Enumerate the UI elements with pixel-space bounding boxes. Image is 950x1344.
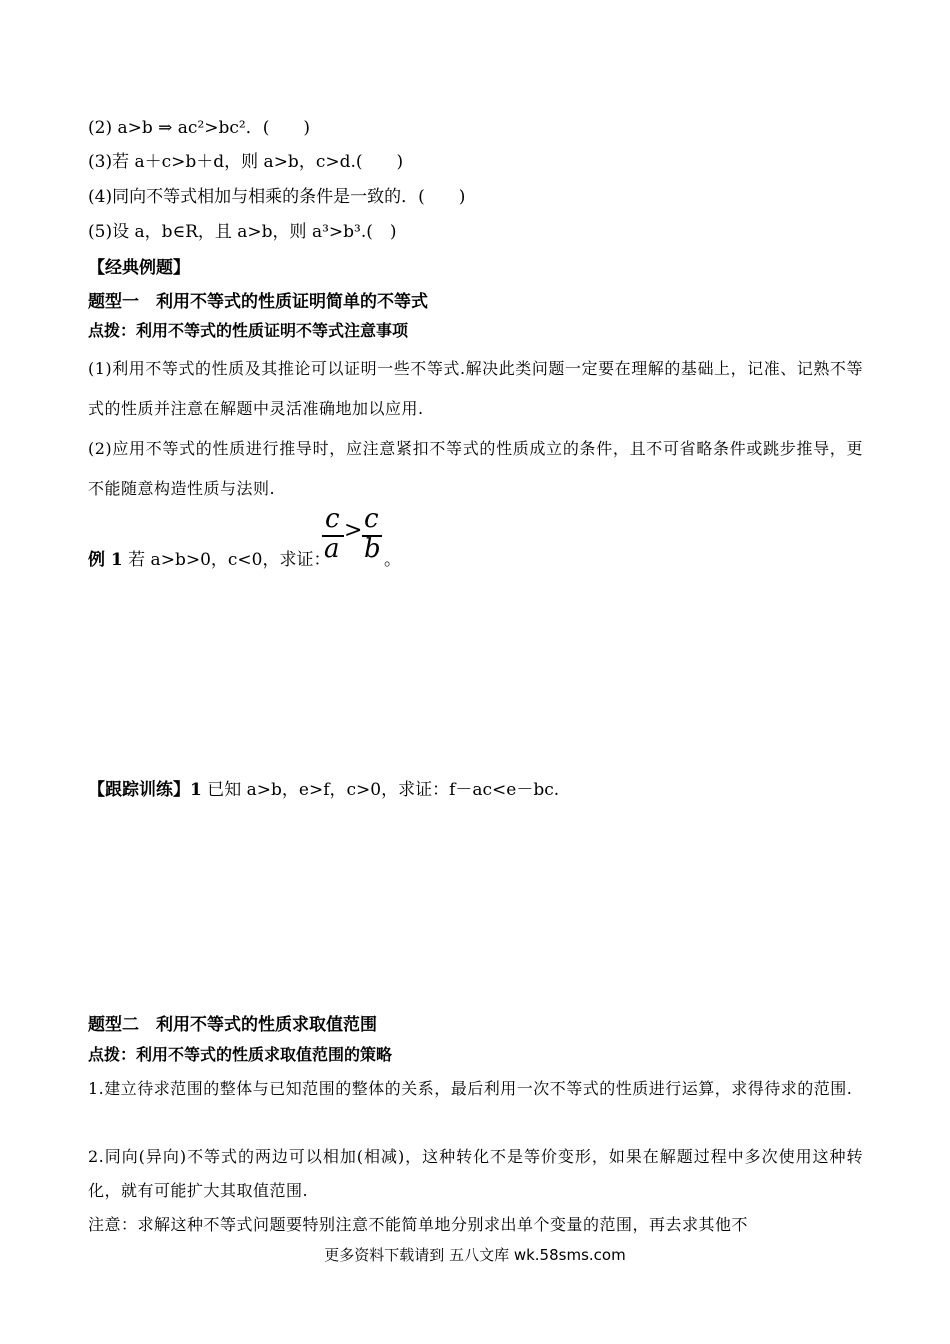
- practice-label: 【跟踪训练】1: [88, 780, 202, 800]
- question-2: (2) a>b ⇒ ac²>bc²．( ): [88, 118, 310, 138]
- type2-tip-title: 点拨：利用不等式的性质求取值范围的策略: [88, 1045, 393, 1064]
- type2-tip-paragraph-2: 2.同向(异向)不等式的两边可以相加(相减)，这种转化不是等价变形，如果在解题过程中多次使用这种转化，就有可能扩大其取值范围.: [88, 1147, 863, 1200]
- example-text: 若 a>b>0，c<0，求证：: [128, 550, 331, 570]
- footer-watermark: 更多资料下载请到 五八文库 wk.58sms.com: [324, 1246, 626, 1264]
- frac-left-denominator: a: [324, 534, 340, 564]
- frac-operator: >: [344, 518, 363, 543]
- example-label: 例 1: [88, 550, 123, 570]
- type1-tip-paragraph-2: (2)应用不等式的性质进行推导时，应注意紧扣不等式的性质成立的条件，且不可省略条件或跳步推导，更不能随意构造性质与法则.: [88, 439, 863, 498]
- question-3: (3)若 a＋c>b＋d，则 a>b，c>d.( ): [88, 152, 404, 172]
- question-5: (5)设 a，b∈R，且 a>b，则 a³>b³.( ): [88, 222, 397, 242]
- type2-tip-paragraph-3: 注意：求解这种不等式问题要特别注意不能简单地分别求出单个变量的范围，再去求其他不: [88, 1215, 749, 1234]
- frac-right-denominator: b: [364, 534, 381, 564]
- example-end: 。: [384, 550, 401, 570]
- type2-title: 题型二 利用不等式的性质求取值范围: [88, 1015, 377, 1035]
- example-1: [88, 549, 330, 571]
- type2-tip-paragraph-1: 1.建立待求范围的整体与已知范围的整体的关系，最后利用一次不等式的性质进行运算，求得待求的范围.: [88, 1079, 853, 1098]
- question-4: (4)同向不等式相加与相乘的条件是一致的．( ): [88, 187, 466, 207]
- section-title: 【经典例题】: [88, 258, 190, 278]
- type1-tip-paragraph-1: (1)利用不等式的性质及其推论可以证明一些不等式.解决此类问题一定要在理解的基础上，记准、记熟不等式的性质并注意在解题中灵活准确地加以应用.: [88, 359, 863, 418]
- frac-right-numerator: c: [364, 504, 379, 534]
- practice-1: [88, 779, 559, 801]
- example-fraction-inequality: [322, 504, 382, 566]
- type1-tip-title: 点拨：利用不等式的性质证明不等式注意事项: [88, 321, 409, 340]
- frac-left-numerator: c: [325, 504, 340, 534]
- type1-title: 题型一 利用不等式的性质证明简单的不等式: [88, 292, 428, 312]
- practice-text: 已知 a>b，e>f，c>0，求证：f－ac<e－bc.: [207, 780, 560, 800]
